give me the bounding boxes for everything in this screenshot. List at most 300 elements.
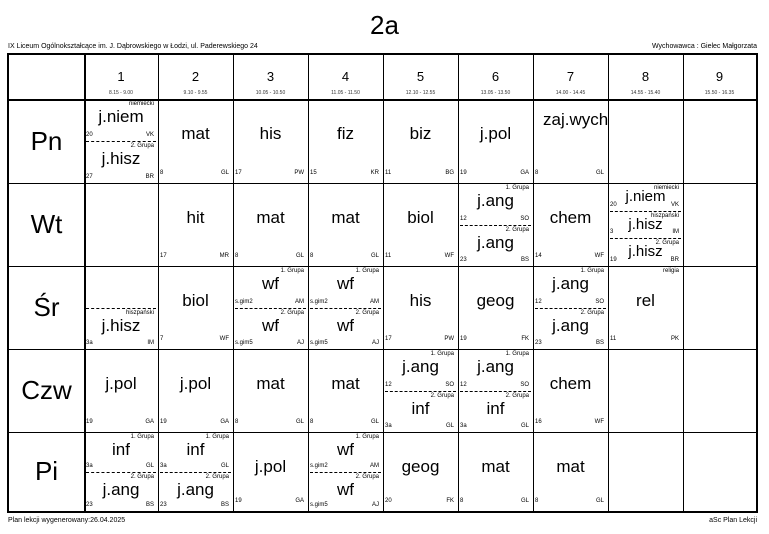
lesson-cell [308,183,383,266]
teacher-code: SO [595,298,604,305]
subject-name: mat [331,208,360,227]
lesson-slot [458,391,533,433]
subject-name: mat [256,374,285,393]
room-number: 3 [610,229,614,236]
lesson-slot [84,472,158,512]
subject-name: his [259,124,282,143]
generated-date: Plan lekcji wygenerowany:26.04.2025 [8,517,126,524]
group-divider [460,391,531,392]
subject-name: mat [331,374,360,393]
lesson-cell [683,183,756,266]
form-teacher: Wychowawca : Gielec Małgorzata [652,43,757,50]
period-number: 5 [416,69,425,84]
lesson-slot [458,183,533,225]
lesson-slot [233,99,308,183]
lesson-cell [383,349,458,432]
room-number: 20 [610,201,617,208]
lesson-slot [383,183,458,266]
period-number: 9 [715,69,724,84]
teacher-code: GL [220,462,229,469]
teacher-code: AJ [371,502,379,508]
teacher-code: AM [370,298,379,305]
subject-name: wf [337,274,354,293]
teacher-code: AM [295,298,304,305]
subject-name: zaj.wych [543,110,609,129]
group-divider [610,211,681,212]
lesson-cell [158,266,233,349]
lesson-cell [84,99,158,183]
teacher-code: IM [147,340,154,346]
group-label: 1. Grupa [505,185,529,191]
room-number: 3a [385,423,392,429]
lesson-slot [458,225,533,267]
subject-name: mat [556,457,585,476]
subject-name: chem [549,208,592,227]
teacher-code: BS [220,502,229,508]
lesson-slot [233,183,308,266]
period-number: 2 [191,69,200,84]
lesson-cell [608,349,683,432]
room-number: 8 [535,498,539,504]
teacher-code: BS [145,502,154,508]
group-label: 2. Grupa [355,309,379,316]
teacher-code: GL [370,253,379,259]
lesson-cell [383,183,458,266]
period-time: 8.15 - 9.00 [109,90,133,96]
subject-name: his [409,291,432,310]
lesson-cell [158,183,233,266]
subject-name: j.ang [477,357,514,376]
lesson-slot [233,308,308,350]
subject-name: biz [409,124,432,143]
room-number: 3a [86,340,93,346]
subject-name: chem [549,374,592,393]
subject-name: j.hisz [628,215,663,233]
period-number: 4 [341,69,350,84]
room-number: 12 [460,381,467,388]
room-number: s.gim5 [235,340,253,346]
teacher-code: AM [370,462,379,469]
teacher-code: GL [370,419,379,425]
teacher-code: GL [295,253,304,259]
lesson-cell [383,432,458,511]
group-label: 1. Grupa [130,434,154,440]
teacher-code: SO [520,215,529,222]
room-number: 19 [86,419,93,425]
subject-name: j.ang [552,315,589,335]
lesson-slot [533,99,608,183]
period-number: 8 [641,69,650,84]
lesson-cell [233,99,308,183]
room-number: 8 [160,170,164,176]
teacher-code: MR [219,253,229,259]
subject-name: wf [337,315,354,335]
lesson-slot [158,432,233,472]
group-divider [535,308,606,309]
group-label: 2. Grupa [355,473,379,480]
lesson-cell [84,349,158,432]
lesson-slot [308,472,383,512]
subject-name: hit [186,208,205,227]
group-label: 1. Grupa [580,268,604,274]
lesson-slot [533,266,608,308]
lesson-cell [84,432,158,511]
lesson-slot [608,238,683,266]
period-number: 3 [266,69,275,84]
room-number: 8 [310,419,314,425]
subject-name: mat [256,208,285,227]
room-number: 3a [160,462,167,469]
subject-name: inf [112,440,130,459]
group-label: 2. Grupa [130,143,154,149]
period-time: 13.05 - 13.50 [480,90,511,96]
room-number: s.gim5 [310,340,328,346]
period-time: 14.55 - 15.40 [630,90,661,96]
room-number: 8 [535,170,539,176]
subject-name: j.hisz [628,243,663,261]
teacher-code: SO [520,381,529,388]
room-number: 8 [310,253,314,259]
subject-name: j.hisz [101,315,141,335]
room-number: 17 [385,336,392,342]
teacher-code: GA [145,419,154,425]
lesson-cell [308,99,383,183]
subject-name: inf [186,440,205,459]
day-label: Pi [34,456,59,486]
lesson-slot [383,391,458,433]
lesson-cell [683,99,756,183]
subject-name: biol [182,291,209,310]
group-divider [86,308,156,309]
period-header [158,55,233,99]
teacher-code: PW [444,336,454,342]
teacher-code: WF [444,253,454,259]
lesson-slot [233,349,308,432]
group-label: 1. Grupa [205,434,229,440]
room-number: 27 [86,174,93,180]
teacher-code: AJ [371,340,379,346]
lesson-slot [308,183,383,266]
lesson-slot [533,308,608,350]
subject-name: j.pol [479,124,512,143]
group-label: niemiecki [128,101,154,107]
subject-name: j.niem [625,188,666,205]
lesson-slot [383,99,458,183]
lesson-slot [233,266,308,308]
day-label: Pn [30,125,63,156]
day-label: Śr [33,292,60,322]
lesson-cell [458,432,533,511]
subject-name: j.pol [105,374,137,393]
lesson-slot [158,183,233,266]
lesson-cell [308,432,383,511]
group-label: 2. Grupa [205,473,229,480]
teacher-code: GL [445,423,454,429]
room-number: 19 [610,256,617,263]
room-number: 12 [535,298,542,305]
teacher-code: GA [295,498,304,504]
room-number: 20 [385,498,392,504]
subject-name: wf [337,440,354,459]
lesson-slot [158,99,233,183]
lesson-cell [84,266,158,349]
room-number: 3a [460,423,467,429]
period-time: 14.00 - 14.45 [555,90,586,96]
teacher-code: GL [220,170,229,176]
lesson-cell [308,349,383,432]
room-number: 19 [160,419,167,425]
lesson-cell [683,432,756,511]
lesson-slot [458,266,533,349]
teacher-code: GL [145,462,154,469]
subject-name: geog [401,457,440,476]
teacher-code: GL [520,423,529,429]
subject-name: j.pol [254,457,287,476]
room-number: 11 [610,336,617,342]
subject-name: inf [486,398,505,418]
subject-name: biol [407,208,434,227]
group-label: 2. Grupa [430,392,454,399]
group-divider [385,391,456,392]
room-number: 19 [460,170,467,176]
teacher-code: BR [145,174,154,180]
lesson-slot [233,432,308,511]
room-number: 19 [235,498,242,504]
lesson-cell [84,183,158,266]
teacher-code: GL [595,498,604,504]
group-label: 2. Grupa [655,240,679,247]
lesson-slot [84,308,158,350]
lesson-slot [84,141,158,183]
lesson-cell [608,432,683,511]
room-number: 23 [535,340,542,346]
teacher-code: PK [670,336,679,342]
teacher-code: BG [445,170,454,176]
room-number: s.gim2 [235,298,253,305]
class-title: 2a [370,10,399,40]
teacher-code: WF [219,336,229,342]
lesson-slot [608,266,683,349]
room-number: 7 [160,336,164,342]
room-number: 19 [460,336,467,342]
period-header [383,55,458,99]
teacher-code: GA [220,419,229,425]
room-number: 3a [86,462,93,469]
subject-name: mat [181,124,210,143]
teacher-code: AJ [296,340,304,346]
lesson-cell [308,266,383,349]
lesson-cell [533,266,608,349]
room-number: 12 [460,215,467,222]
group-label: religia [662,268,679,274]
subject-name: wf [262,274,279,293]
subject-name: j.pol [179,374,212,393]
lesson-cell [683,349,756,432]
lesson-cell [608,266,683,349]
lesson-slot [533,432,608,511]
teacher-code: WF [594,419,604,425]
group-divider [235,308,306,309]
lesson-slot [158,472,233,512]
room-number: 23 [160,502,167,508]
lesson-slot [608,183,683,211]
lesson-slot [533,349,608,432]
lesson-cell [383,99,458,183]
period-header [308,55,383,99]
group-label: 1. Grupa [355,434,379,440]
subject-name: wf [262,315,279,335]
room-number: s.gim5 [310,502,328,508]
subject-name: j.hisz [101,149,141,168]
lesson-cell [158,99,233,183]
period-header [608,55,683,99]
teacher-code: IM [672,229,679,236]
group-divider [86,141,156,142]
room-number: 15 [310,170,317,176]
group-label: 2. Grupa [130,473,154,480]
lesson-cell [533,432,608,511]
lesson-slot [84,266,158,308]
period-number: 7 [566,69,575,84]
room-number: 11 [385,170,392,176]
subject-name: inf [411,398,430,418]
period-header [233,55,308,99]
group-label: hiszpański [125,309,154,316]
teacher-code: VK [670,201,679,208]
lesson-slot [308,99,383,183]
group-label: hiszpański [650,212,679,219]
teacher-code: VK [145,132,154,138]
teacher-code: FK [446,498,454,504]
lesson-slot [308,349,383,432]
lesson-slot [84,432,158,472]
lesson-slot [383,349,458,391]
group-divider [160,472,231,473]
lesson-cell [533,183,608,266]
lesson-slot [458,99,533,183]
room-number: 23 [86,502,93,508]
group-divider [310,472,381,473]
lesson-slot [84,99,158,141]
lesson-cell [458,349,533,432]
teacher-code: BR [670,256,679,263]
period-time: 10.05 - 10.50 [255,90,286,96]
teacher-code: SO [445,381,454,388]
software-brand: aSc Plan Lekcji [709,517,757,524]
period-time: 15.50 - 16.35 [704,90,735,96]
lesson-cell [608,183,683,266]
lesson-slot [308,432,383,472]
lesson-cell [233,432,308,511]
group-label: 1. Grupa [505,351,529,357]
lesson-cell [608,99,683,183]
period-header [533,55,608,99]
lesson-cell [458,266,533,349]
group-label: niemiecki [653,185,679,191]
teacher-code: KR [370,170,379,176]
room-number: 8 [460,498,464,504]
lesson-slot [383,266,458,349]
period-header [84,55,158,99]
subject-name: fiz [337,124,354,143]
room-number: 16 [535,419,542,425]
school-name: IX Liceum Ogólnokształcące im. J. Dąbrowskiego w Łodzi, ul. Paderewskiego 24 [8,43,258,50]
room-number: 17 [160,253,167,259]
lesson-slot [383,432,458,511]
lesson-slot [533,183,608,266]
room-number: s.gim2 [310,298,328,305]
lesson-slot [458,349,533,391]
subject-name: j.ang [102,479,140,499]
teacher-code: WF [594,253,604,259]
group-label: 2. Grupa [505,392,529,399]
subject-name: j.ang [477,191,514,210]
teacher-code: GL [595,170,604,176]
period-time: 9.10 - 9.55 [183,90,208,96]
subject-name: j.niem [98,107,144,126]
lesson-cell [533,349,608,432]
group-divider [86,472,156,473]
subject-name: wf [337,479,354,499]
subject-name: j.ang [477,232,514,252]
subject-name: rel [636,291,655,310]
group-label: 1. Grupa [430,351,454,357]
lesson-cell [233,266,308,349]
lesson-cell [683,266,756,349]
room-number: 17 [235,170,242,176]
teacher-code: BS [520,257,529,263]
group-divider [310,308,381,309]
subject-name: j.ang [402,357,439,376]
teacher-code: PW [294,170,304,176]
lesson-cell [533,99,608,183]
room-number: 12 [385,381,392,388]
lesson-cell [383,266,458,349]
subject-name: geog [476,291,515,310]
subject-name: j.ang [552,274,589,293]
lesson-slot [608,211,683,239]
lesson-cell [458,183,533,266]
teacher-code: GL [295,419,304,425]
period-header [683,55,756,99]
room-number: 8 [235,419,239,425]
period-header [458,55,533,99]
group-label: 1. Grupa [280,268,304,274]
lesson-cell [458,99,533,183]
room-number: 8 [235,253,239,259]
lesson-slot [158,266,233,349]
room-number: s.gim2 [310,462,328,469]
period-number: 6 [491,69,500,84]
teacher-code: FK [521,336,529,342]
room-number: 14 [535,253,542,259]
lesson-slot [308,308,383,350]
lesson-cell [158,432,233,511]
period-time: 12.10 - 12.55 [405,90,436,96]
lesson-slot [458,432,533,511]
room-number: 11 [385,253,392,259]
lesson-slot [84,349,158,432]
subject-name: mat [481,457,510,476]
group-label: 1. Grupa [355,268,379,274]
lesson-cell [158,349,233,432]
subject-name: j.ang [177,479,214,499]
group-label: 2. Grupa [280,309,304,316]
period-number: 1 [117,69,125,84]
group-label: 2. Grupa [580,309,604,316]
period-time: 11.05 - 11.50 [331,90,360,96]
lesson-cell [233,183,308,266]
